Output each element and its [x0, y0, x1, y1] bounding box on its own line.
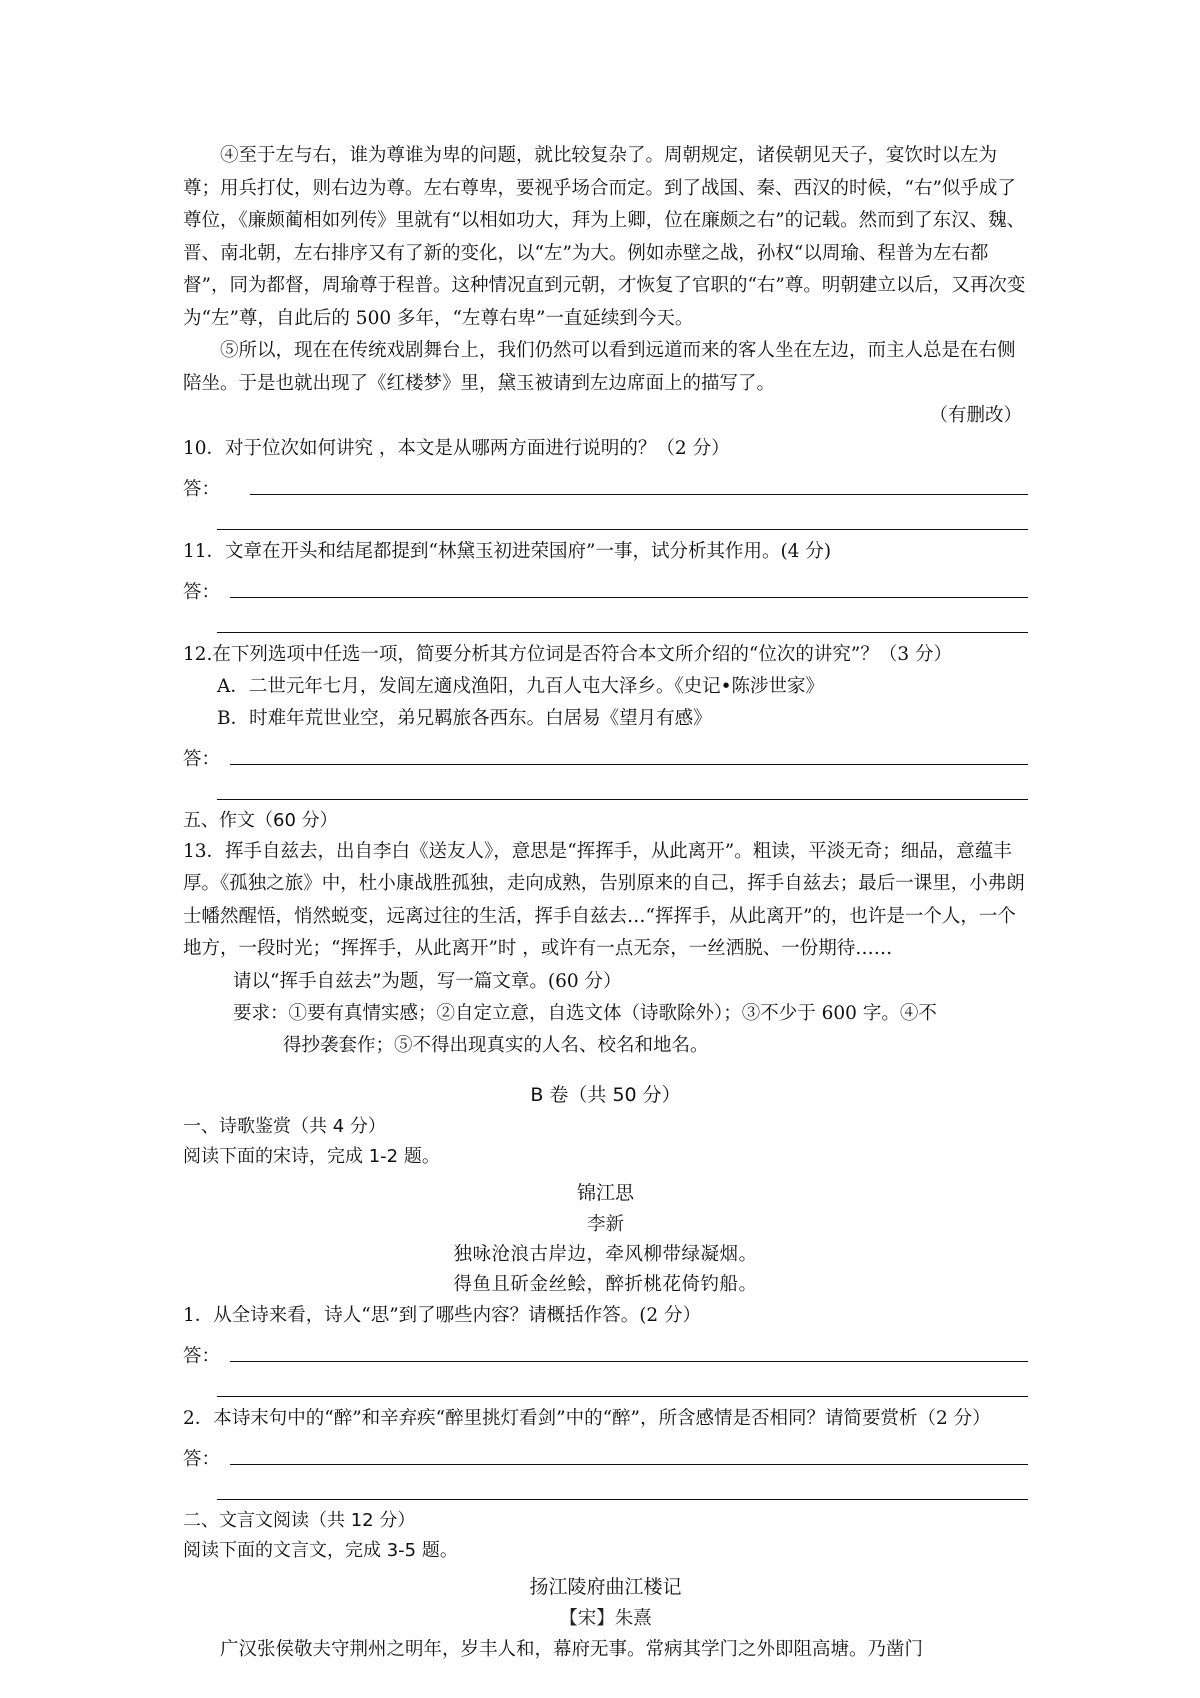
answer-label: 答： [183, 1345, 221, 1367]
exam-page [183, 140, 1028, 1666]
prose-author: 【宋】朱熹 [559, 1607, 652, 1629]
poem-title: 锦江思 [576, 1181, 634, 1204]
prose-first-paragraph: 广汉张侯敬夫守荆州之明年，岁丰人和，幕府无事。常病其学门之外即阻高塘。乃凿门 [220, 1638, 924, 1660]
part-b-question-2: 2．本诗末句中的“醉”和辛弃疾“醉里挑灯看剑”中的“醉”，所含感情是否相同？请简要赏析（2 分） [183, 1407, 991, 1429]
essay-requirements-line-1: 要求：①要有真情实感；②自定立意，自选文体（诗歌除外）；③不少于 600 字。④不 [233, 1002, 937, 1024]
answer-label: 答： [183, 478, 221, 500]
answer-line[interactable] [217, 1368, 1028, 1397]
answer-line[interactable] [250, 494, 1028, 495]
essay-requirements-line-2: 得抄袭套作；⑤不得出现真实的人名、校名和地名。 [283, 1034, 709, 1056]
essay-heading: 五、作文（60 分） [183, 809, 338, 831]
poem-author: 李新 [586, 1213, 624, 1235]
poem-line-1: 独咏沧浪古岸边，牵风柳带绿凝烟。 [453, 1243, 758, 1265]
answer-line[interactable] [230, 597, 1028, 598]
answer-area-12[interactable] [183, 739, 1028, 771]
section-1-intro: 阅读下面的宋诗，完成 1-2 题。 [183, 1145, 440, 1167]
answer-line[interactable] [217, 604, 1028, 633]
answer-line[interactable] [230, 1464, 1028, 1465]
essay-requirements [183, 998, 1028, 1062]
answer-area-10[interactable] [183, 469, 1028, 501]
answer-label: 答： [183, 1448, 221, 1470]
answer-line[interactable] [217, 771, 1028, 800]
question-10: 10．对于位次如何讲究 ，本文是从哪两方面进行说明的？（2 分） [183, 437, 730, 459]
answer-area-b1[interactable] [183, 1336, 1028, 1368]
option-a: A．二世元年七月，发闾左適戍渔阳，九百人屯大泽乡。《史记•陈涉世家》 [217, 675, 825, 697]
answer-line[interactable] [217, 1471, 1028, 1500]
passage-paragraph-5: ⑤所以，现在在传统戏剧舞台上，我们仍然可以看到远道而来的客人坐在左边，而主人总是在右侧陪坐。于是也就出现了《红楼梦》里，黛玉被请到左边席面上的描写了。 [183, 340, 1016, 394]
part-b-question-1: 1．从全诗来看，诗人“思”到了哪些内容？请概括作答。(2 分） [183, 1304, 702, 1326]
essay-instruction: 请以“挥手自兹去”为题，写一篇文章。(60 分） [233, 970, 622, 992]
answer-area-b2[interactable] [183, 1439, 1028, 1471]
poem-line-2: 得鱼且斫金丝鲙，醉折桃花倚钓船。 [453, 1273, 758, 1295]
answer-area-11[interactable] [183, 572, 1028, 604]
prose-title: 扬江陵府曲江楼记 [529, 1575, 682, 1598]
section-1-heading: 一、诗歌鉴赏（共 4 分） [183, 1115, 386, 1137]
section-2-intro: 阅读下面的文言文，完成 3-5 题。 [183, 1539, 458, 1561]
passage-paragraph-4: ④至于左与右，谁为尊谁为卑的问题，就比较复杂了。周朝规定，诸侯朝见天子，宴饮时以左为尊；用兵打仗，则右边为尊。左右尊卑，要视乎场合而定。到了战国、秦、西汉的时候，“右”似乎成了尊位，《廉颇蔺相如列传》里就有“以相如功大，拜为上卿，位在廉颇之右”的记载。然而到了东汉、魏、晋、南北朝，左右排序又有了新的变化，以“左”为大。例如赤壁之战，孙权“以周瑜、程普为左右都督”，同为都督，周瑜尊于程普。这种情况直到元朝，才恢复了官职的“右”尊。明朝建立以后，又再次变为“左”尊，自此后的 500 多年，“左尊右卑”一直延续到今天。 [183, 145, 1026, 329]
answer-label: 答： [183, 581, 221, 603]
answer-line[interactable] [217, 501, 1028, 530]
question-12: 12.在下列选项中任选一项，简要分析其方位词是否符合本文所介绍的“位次的讲究”？（3 分） [183, 643, 952, 665]
answer-label: 答： [183, 748, 221, 770]
answer-line[interactable] [230, 764, 1028, 765]
question-11: 11．文章在开头和结尾都提到“林黛玉初进荣国府”一事，试分析其作用。(4 分) [183, 540, 832, 562]
question-13: 13．挥手自兹去，出自李白《送友人》，意思是“挥挥手，从此离开”。粗读，平淡无奇；细品，意蕴丰厚。《孤独之旅》中，杜小康战胜孤独，走向成熟，告别原来的自己，挥手自兹去；最后一课里，小弗朗士幡然醒悟，悄然蜕变，远离过往的生活，挥手自兹去…“挥挥手，从此离开”的，也许是一个人，一个地方，一段时光；“挥挥手，从此离开”时 ，或许有一点无奈，一丝洒脱、一份期待…… [183, 840, 1025, 959]
source-note: （有删改） [929, 405, 1022, 426]
part-b-title: B 卷（共 50 分） [530, 1083, 681, 1106]
answer-line[interactable] [230, 1361, 1028, 1362]
section-2-heading: 二、文言文阅读（共 12 分） [183, 1509, 416, 1531]
option-b: B．时难年荒世业空，弟兄羁旅各西东。白居易《望月有感》 [217, 707, 712, 729]
